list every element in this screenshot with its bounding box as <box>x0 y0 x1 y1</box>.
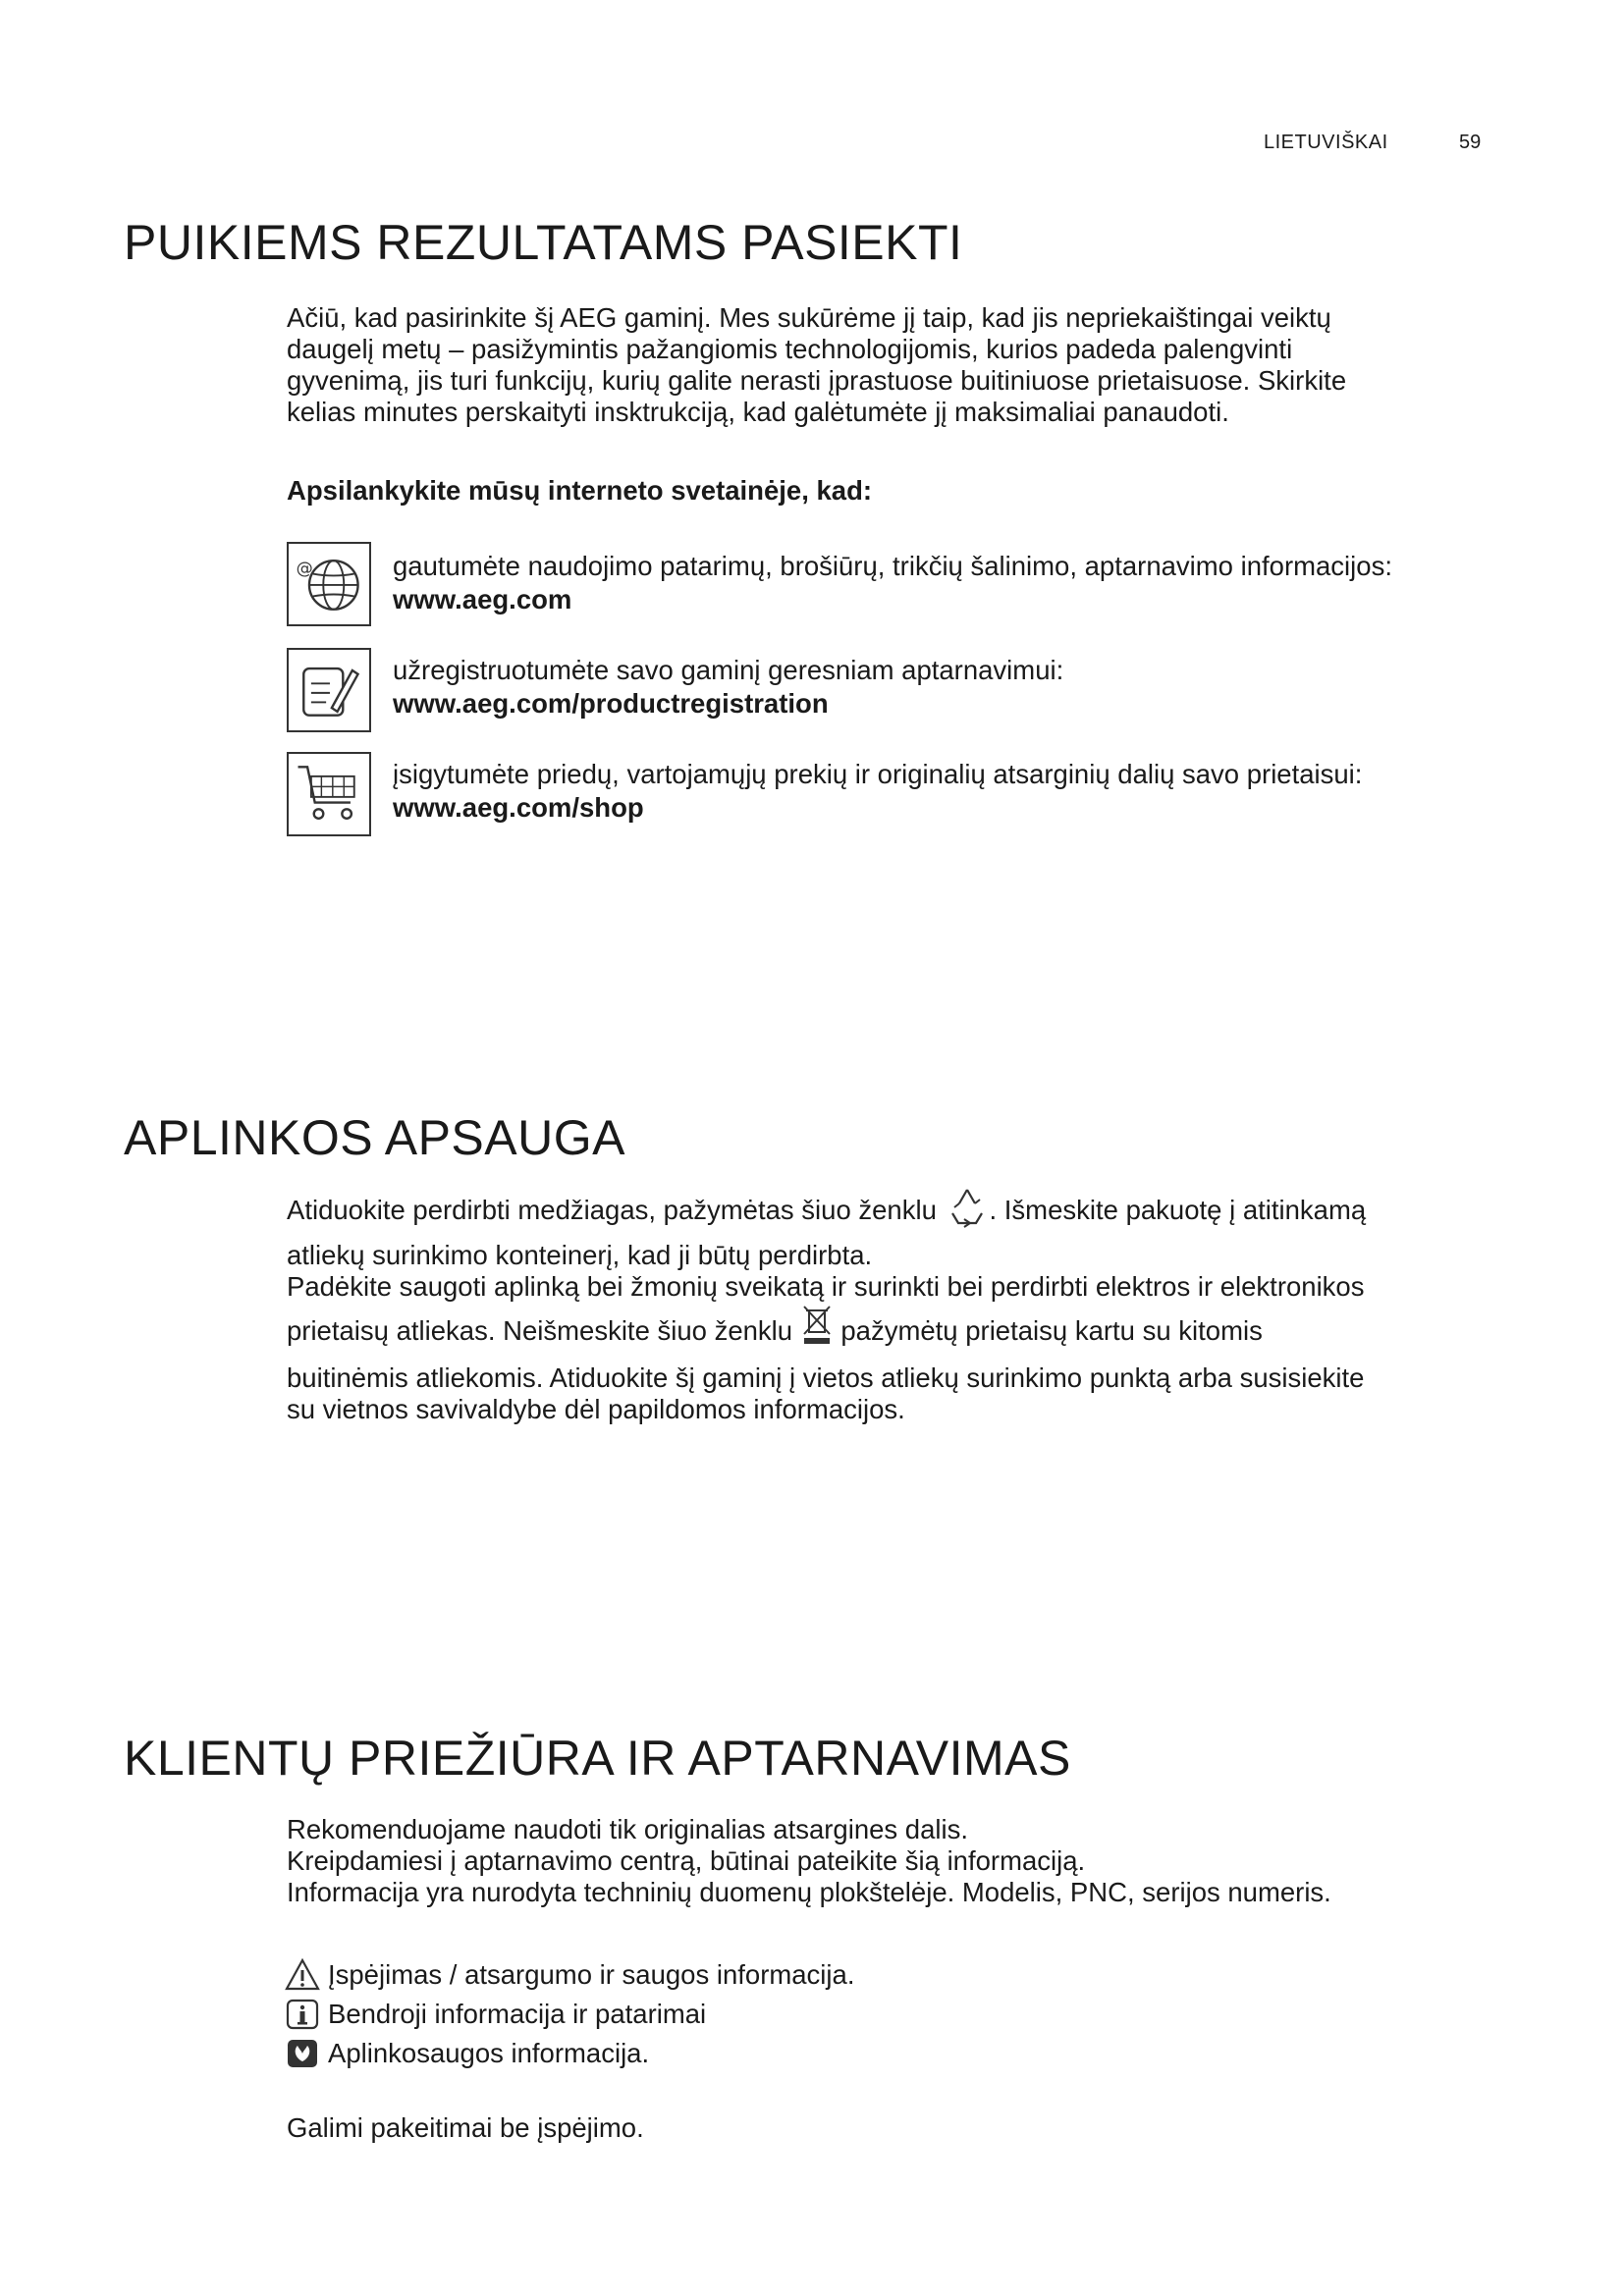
warning-icon <box>285 1957 320 1993</box>
registration-form-icon <box>287 648 371 732</box>
header-language: LIETUVIŠKAI <box>1264 132 1388 153</box>
care-line: Rekomenduojame naudoti tik originalias atsargines dalis. <box>287 1814 968 1844</box>
env-line: su vietnos savivaldybe dėl papildomos informacijos. <box>287 1394 905 1424</box>
legend-text: Bendroji informacija ir patarimai <box>328 1999 707 2029</box>
svg-text:@: @ <box>296 559 313 579</box>
globe-icon <box>287 542 371 626</box>
visit-heading: Apsilankykite mūsų interneto svetainėje, kad: <box>287 475 873 506</box>
care-line: Informacija yra nurodyta techninių duomenų plokštelėje. Modelis, PNC, serijos numeris. <box>287 1877 1331 1907</box>
info-icon <box>285 1997 320 2032</box>
link-row-shop <box>393 758 1362 825</box>
intro-paragraph <box>287 302 1346 428</box>
legend-text: Įspėjimas / atsargumo ir saugos informacija. <box>328 1959 855 1990</box>
section-title-customer-care: KLIENTŲ PRIEŽIŪRA IR APTARNAVIMAS <box>124 1731 1071 1786</box>
legend-info <box>285 1997 706 2032</box>
env-line <box>287 1184 1366 1240</box>
env-line-part: prietaisų atliekas. Neišmeskite šiuo ženklu <box>287 1314 793 1346</box>
legend-warning <box>285 1957 854 1993</box>
section-title-environment: APLINKOS APSAUGA <box>124 1110 625 1165</box>
link-row-registration <box>393 654 1063 721</box>
intro-line: kelias minutes perskaityti insktrukciją, kad galėtumėte jį maksimaliai panaudoti. <box>287 397 1229 427</box>
link-description: užregistruotumėte savo gaminį geresniam aptarnavimui: <box>393 655 1064 685</box>
shopping-cart-icon <box>287 752 371 836</box>
footer-note: Galimi pakeitimai be įspėjimo. <box>287 2112 644 2143</box>
env-line: buitinėmis atliekomis. Atiduokite šį gaminį į vietos atliekų surinkimo punktą arba susisiekite <box>287 1362 1365 1393</box>
intro-line: Ačiū, kad pasirinkite šį AEG gaminį. Mes sukūrėme jį taip, kad jis nepriekaištingai veiktų <box>287 302 1331 333</box>
page-number: 59 <box>1459 132 1482 153</box>
link-aeg-com[interactable]: www.aeg.com <box>393 584 572 614</box>
env-line: Padėkite saugoti aplinką bei žmonių sveikatą ir surinkti bei perdirbti elektros ir elektronikos <box>287 1271 1365 1302</box>
care-line: Kreipdamiesi į aptarnavimo centrą, būtinai pateikite šią informaciją. <box>287 1845 1086 1876</box>
environment-icon <box>285 2036 320 2071</box>
legend-text: Aplinkosaugos informacija. <box>328 2038 650 2068</box>
link-row-info <box>393 550 1392 616</box>
env-line: atliekų surinkimo konteinerį, kad ji būtų perdirbta. <box>287 1240 873 1270</box>
link-product-registration[interactable]: www.aeg.com/productregistration <box>393 688 829 719</box>
legend-environment <box>285 2036 649 2071</box>
env-line-part: pažymėtų prietaisų kartu su kitomis <box>840 1314 1263 1346</box>
link-description: gautumėte naudojimo patarimų, brošiūrų, trikčių šalinimo, aptarnavimo informacijos: <box>393 551 1392 581</box>
env-line-part: Atiduokite perdirbti medžiagas, pažymėtas šiuo ženklu <box>287 1194 937 1225</box>
env-line <box>287 1303 1366 1362</box>
intro-line: gyvenimą, jis turi funkcijų, kurių galite nerasti įprastuose buitiniuose prietaisuose. Skirkite <box>287 365 1347 396</box>
link-shop[interactable]: www.aeg.com/shop <box>393 792 644 823</box>
environment-paragraph <box>287 1184 1366 1425</box>
intro-line: daugelį metų – pasižymintis pažangiomis technologijomis, kurios padeda palengvinti <box>287 334 1293 364</box>
section-title-results: PUIKIEMS REZULTATAMS PASIEKTI <box>124 215 963 270</box>
customer-care-paragraph <box>287 1814 1331 1908</box>
env-line-part: . Išmeskite pakuotę į atitinkamą <box>989 1194 1367 1225</box>
link-description: įsigytumėte priedų, vartojamųjų prekių ir originalių atsarginių dalių savo prietaisui: <box>393 759 1363 789</box>
crossed-bin-icon <box>800 1303 834 1362</box>
recycle-icon <box>945 1184 990 1240</box>
